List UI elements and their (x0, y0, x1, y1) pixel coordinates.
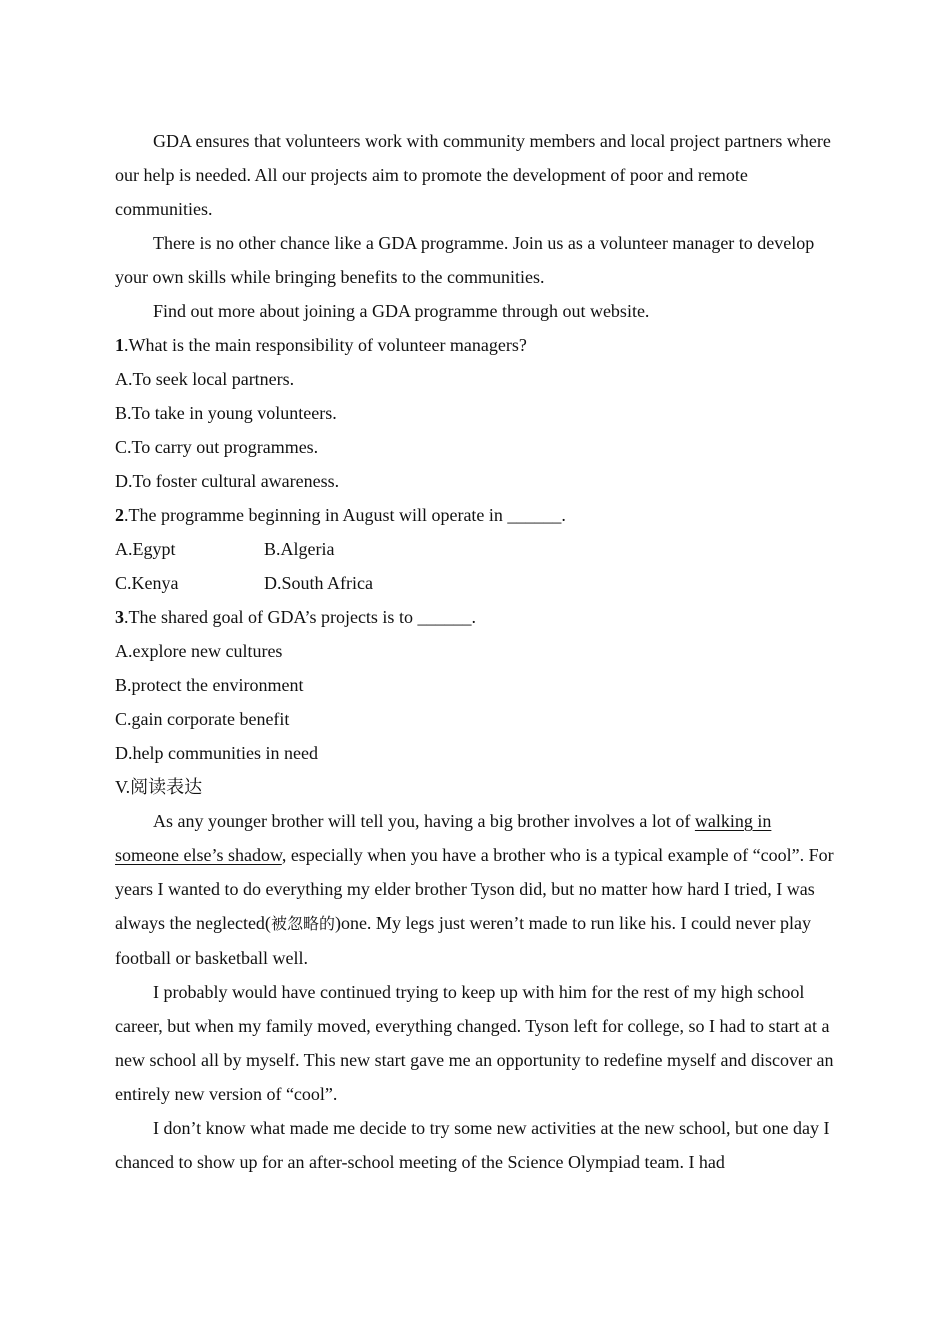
question-2 (115, 498, 835, 532)
passage1-paragraph-1: GDA ensures that volunteers work with community members and local project partners where our help is needed. All our projects aim to promote the development of poor and remote communities. (115, 131, 831, 219)
question-1-option-d: D.To foster cultural awareness. (115, 471, 340, 491)
question-1 (115, 328, 835, 362)
question-2-option-a: A.Egypt (115, 539, 176, 559)
question-2-number: 2 (115, 505, 124, 525)
question-3-option-b: B.protect the environment (115, 675, 304, 695)
passage2-paragraph-3: I don’t know what made me decide to try some new activities at the new school, but one day I chanced to show up for an after-school meeting of the Science Olympiad team. I had (115, 1118, 830, 1172)
question-1-option-b: B.To take in young volunteers. (115, 403, 337, 423)
question-3-option-c: C.gain corporate benefit (115, 709, 290, 729)
question-1-stem: .What is the main responsibility of volunteer managers? (124, 335, 527, 355)
passage2-p1-text-end: )one. My legs just weren’t made to run like his. I could never play football or basketball well. (115, 913, 812, 968)
question-1-option-c: C.To carry out programmes. (115, 437, 319, 457)
question-2-options-row-2 (115, 566, 835, 600)
question-2-stem: .The programme beginning in August will operate in ______. (124, 505, 566, 525)
section-heading: V.阅读表达 (115, 777, 203, 797)
passage2-paragraph-1 (115, 804, 835, 975)
question-1-number: 1 (115, 335, 124, 355)
question-3 (115, 600, 835, 634)
passage2-p1-text-middle: , especially when you have a brother who is a typical example of “cool”. For years I wanted to do everything my elder brother Tyson did, but no matter how hard I tried, I was always the neglected( (115, 845, 834, 933)
passage2-paragraph-2: I probably would have continued trying to keep up with him for the rest of my high school career, but when my family moved, everything changed. Tyson left for college, so I had to start at a new school all by myself. This new start gave me an opportunity to redefine myself and discover an entirely new version of “cool”. (115, 982, 834, 1104)
chinese-gloss: 被忽略的 (270, 914, 335, 933)
question-3-number: 3 (115, 607, 124, 627)
underlined-phrase: walking in someone else’s shadow (115, 811, 772, 865)
question-3-stem: .The shared goal of GDA’s projects is to ______. (124, 607, 476, 627)
question-3-option-d: D.help communities in need (115, 743, 318, 763)
passage1-paragraph-3: Find out more about joining a GDA programme through out website. (153, 301, 650, 321)
question-2-option-c: C.Kenya (115, 573, 179, 593)
document-page (115, 124, 835, 1179)
question-2-option-b: B.Algeria (264, 539, 335, 559)
question-1-option-a: A.To seek local partners. (115, 369, 295, 389)
question-3-option-a: A.explore new cultures (115, 641, 283, 661)
passage1-paragraph-2: There is no other chance like a GDA programme. Join us as a volunteer manager to develop your own skills while bringing benefits to the communities. (115, 233, 815, 287)
passage2-p1-text-start: As any younger brother will tell you, having a big brother involves a lot of (153, 811, 695, 831)
question-2-options-row-1 (115, 532, 835, 566)
question-2-option-d: D.South Africa (264, 573, 373, 593)
